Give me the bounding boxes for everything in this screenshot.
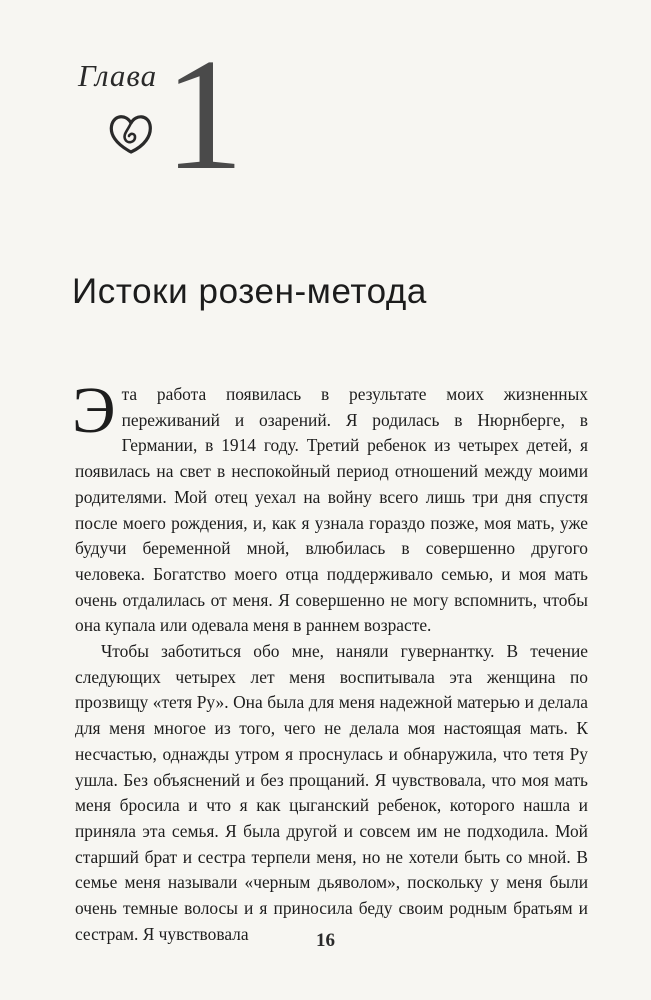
page-number: 16	[316, 930, 335, 951]
body-text	[72, 374, 588, 947]
chapter-number: 1	[164, 25, 244, 203]
drop-cap: Э	[72, 374, 116, 447]
paragraph	[72, 374, 588, 639]
chapter-title: Истоки розен-метода	[72, 272, 427, 311]
heart-swirl-icon	[104, 106, 158, 160]
paragraph: Чтобы заботиться обо мне, наняли гувернантку. В течение следующих четырех лет меня воспитывала эта женщина по прозвищу «тетя Ру». Она была для меня надежной матерью и делала для меня многое из того, чего не делала моя настоящая мать. К несчастью, однажды утром я проснулась и обнаружила, что тетя Ру ушла. Без объяснений и без прощаний. Я чувствовала, что моя мать меня бросила и что я как цыганский ребенок, которого нашла и приняла эта семья. Я была другой и совсем им не подходила. Мой старший брат и сестра терпели меня, но не хотели быть со мной. В семье меня называли «черным дьяволом», поскольку у меня были очень темные волосы и я приносила беду своим родным братьям и сестрам. Я чувствовала	[75, 641, 588, 944]
paragraph-text: та работа появилась в результате моих жизненных переживаний и озарений. Я родилась в Нюрнберге, в Германии, в 1914 году. Третий ребенок из четырех детей, я появилась на свет в неспокойный период отношений между моими родителями. Мой отец уехал на войну всего лишь три дня спустя после моего рождения, и, как я узнала гораздо позже, моя мать, уже будучи беременной мной, влюбилась в совершенно другого человека. Богатство моего отца поддерживало семью, и моя мать очень отдалилась от меня. Я совершенно не могу вспомнить, чтобы она купала или одевала меня в раннем возрасте.	[75, 384, 588, 636]
chapter-label: Глава	[78, 58, 158, 93]
